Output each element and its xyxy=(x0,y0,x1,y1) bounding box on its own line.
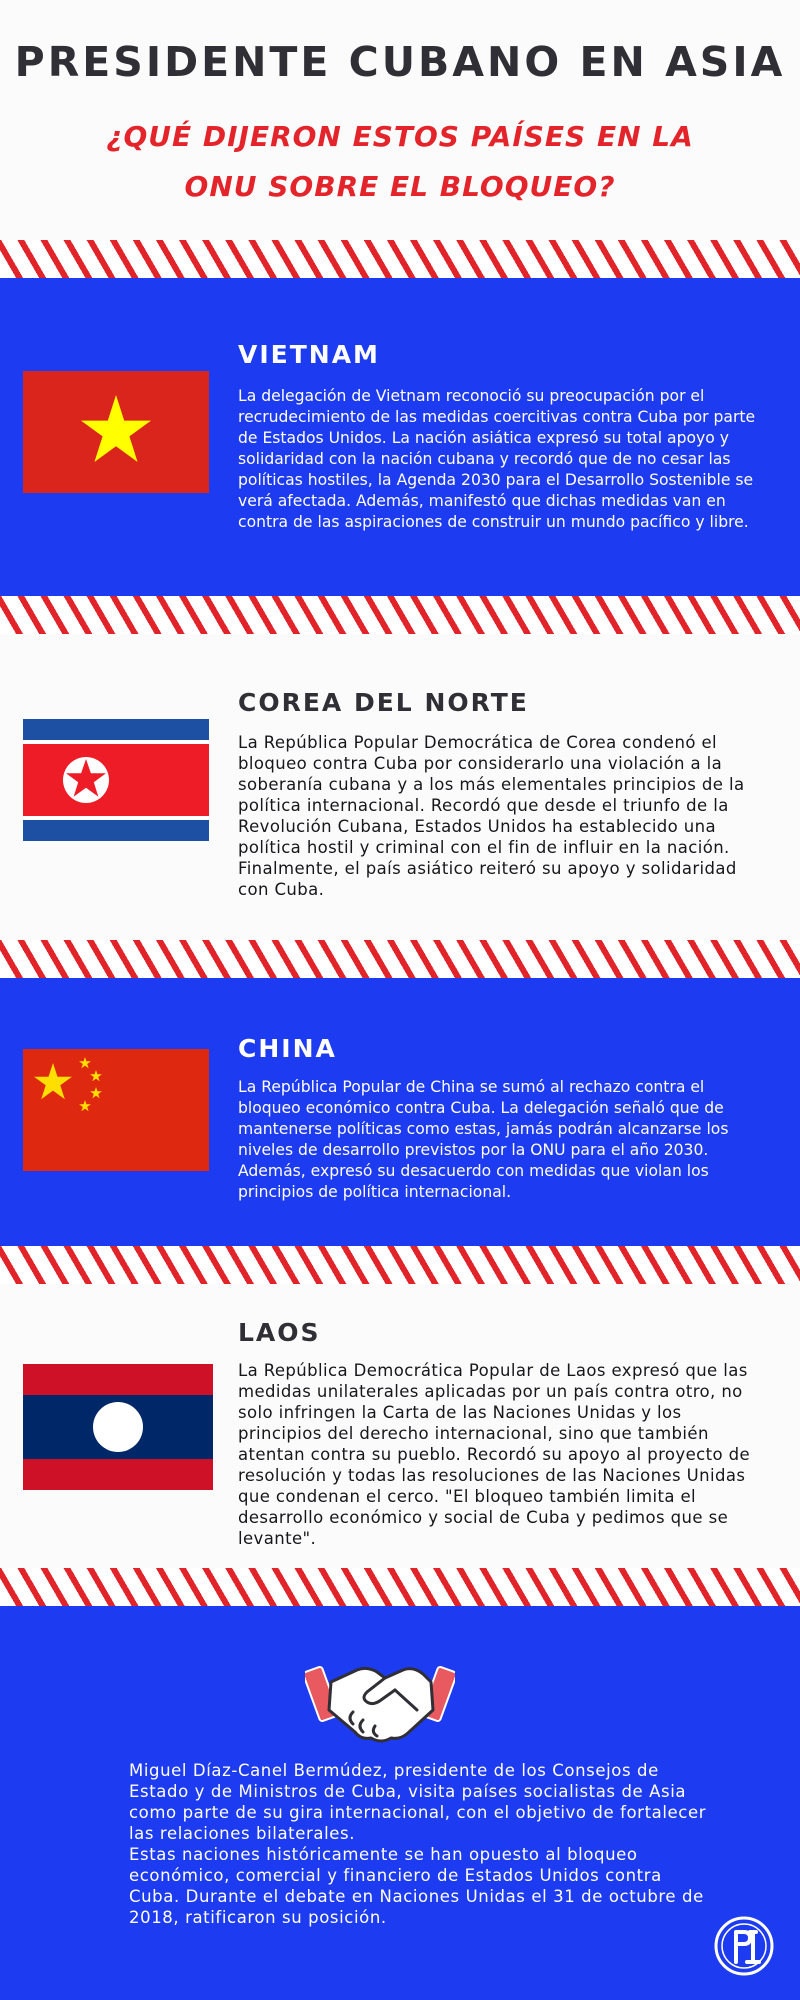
section-vietnam xyxy=(0,278,800,596)
stripe-divider xyxy=(0,1246,800,1284)
laos-flag-icon xyxy=(23,1364,213,1490)
handshake-icon xyxy=(305,1648,455,1748)
footer-section xyxy=(0,1606,800,2000)
header xyxy=(0,0,800,240)
section-north-korea xyxy=(0,634,800,940)
country-name-vietnam: VIETNAM xyxy=(238,340,380,369)
country-name-north-korea: COREA DEL NORTE xyxy=(238,688,529,717)
footer-text xyxy=(129,1760,709,1928)
section-laos xyxy=(0,1284,800,1568)
stripe-divider xyxy=(0,596,800,634)
stripe-divider xyxy=(0,1568,800,1606)
page-title: PRESIDENTE CUBANO EN ASIA xyxy=(14,38,786,86)
footer-paragraph-2: Estas naciones históricamente se han opuesto al bloqueo económico, comercial y financiero de Estados Unidos contra Cuba. Durante el debate en Naciones Unidas el 31 de octubre de 2018, ratificaron su posición. xyxy=(129,1845,704,1927)
stripe-divider xyxy=(0,940,800,978)
country-name-laos: LAOS xyxy=(238,1318,321,1347)
country-text-vietnam: La delegación de Vietnam reconoció su preocupación por el recrudecimiento de las medidas coercitivas contra Cuba por parte de Estados Unidos. La nación asiática expresó su total apoyo y solidaridad con la nación cubana y recordó que de no cesar las políticas hostiles, la Agenda 2030 para el Desarrollo Sostenible se verá afectada. Además, manifestó que dichas medidas van en contra de las aspiraciones de construir un mundo pacífico y libre. xyxy=(238,387,756,531)
logo-icon xyxy=(714,1916,774,1976)
country-text-north-korea: La República Popular Democrática de Corea condenó el bloqueo contra Cuba por considerarlo una violación a la soberanía cubana y a los más elementales principios de la política internacional. Recordó que desde el triunfo de la Revolución Cubana, Estados Unidos ha establecido una política hostil y criminal con el fin de influir en la nación. Finalmente, el país asiático reiteró su apoyo y solidaridad con Cuba. xyxy=(238,733,745,899)
stripe-divider xyxy=(0,240,800,278)
country-name-china: CHINA xyxy=(238,1034,337,1063)
page-subtitle: ¿QUÉ DIJERON ESTOS PAÍSES EN LA ONU SOBRE EL BLOQUEO? xyxy=(106,120,694,203)
country-text-china: La República Popular de China se sumó al rechazo contra el bloqueo económico contra Cuba. La delegación señaló que de mantenerse políticas como estas, jamás podrán alcanzarse los niveles de desarrollo previstos por la ONU para el año 2030. Además, expresó su desacuerdo con medidas que violan los principios de política internacional. xyxy=(238,1078,729,1201)
footer-paragraph-1: Miguel Díaz-Canel Bermúdez, presidente de los Consejos de Estado y de Ministros de Cuba, visita países socialistas de Asia como parte de su gira internacional, con el objetivo de fortalecer las relaciones bilaterales. xyxy=(129,1761,707,1843)
china-flag-icon xyxy=(23,1049,209,1171)
country-text-laos: La República Democrática Popular de Laos expresó que las medidas unilaterales aplicadas por un país contra otro, no solo infringen la Carta de las Naciones Unidas y los principios del derecho internacional, sino que también atentan contra su pueblo. Recordó su apoyo al proyecto de resolución y todas las resoluciones de las Naciones Unidas que condenan el cerco. "El bloqueo también limita el desarrollo económico y social de Cuba y pedimos que se levante". xyxy=(238,1361,751,1548)
north-korea-flag-icon xyxy=(23,719,209,841)
vietnam-flag-icon xyxy=(23,371,209,493)
section-china xyxy=(0,978,800,1246)
